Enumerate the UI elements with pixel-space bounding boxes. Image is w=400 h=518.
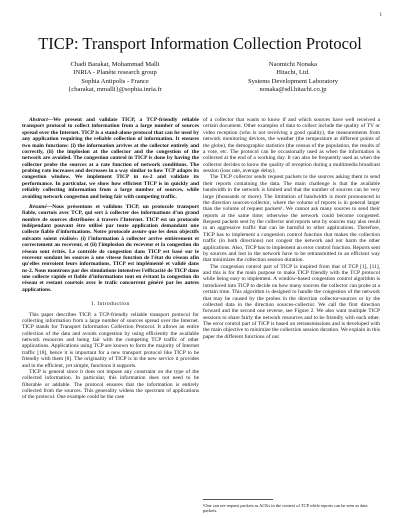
author-email: nonaka@sdl.hitachi.co.jp <box>259 85 327 93</box>
page-number: 1 <box>379 13 382 18</box>
abstract <box>22 117 199 200</box>
author-name: Naomichi Nonaka <box>268 61 318 68</box>
right-column <box>203 117 380 340</box>
abstract-label: Abstract <box>29 117 48 123</box>
section-heading: I. Introduction <box>91 301 130 308</box>
author-2 <box>218 61 368 94</box>
resume-label: Résumé <box>29 203 47 210</box>
author-affiliation: INRIA - Planète research group <box>73 69 157 77</box>
resume <box>22 204 199 293</box>
author-location: Systems Development Laboratory <box>247 77 339 85</box>
resume-text: —Nous présentons et validons TICP, un protocole transport fiable, courtois avec TCP, qui sert à collecter des informations d'un grand nombre de sources distribuées à travers l'Internet. TICP est un protocole indépendant pouvant être utilisé par toute application demandant une collecte fiable d'informations. Notre protocole assure que les deux objectifs suivants soient réalisés: (i) l'information à collecter arrive entièrement et correctement au receveur, et (ii) l'implosion du receveur et la congestion du réseau sont évités. Le contrôle de congestion dans TICP est basé sur le receveur sondant les sources à une vitesse fonction de l'état du réseau afin qu'elles renvoient leurs informations. TICP est implémenté et validé dans ns-2. Nous montrons par des simulations intensives l'efficacité de TICP dans une collecte rapide et fiable d'informations tout en évitant la congestion du réseau et restant courtois avec le trafic concurrent généré par les autres applications. <box>22 203 199 293</box>
intro-paragraph: This paper describes TICP, a TCP-friendly reliable transport protocol for collecting information from a large number of sources spread over the Internet. TICP stands for Transport Information Collection Protocol. It allows an entire collection of the data and avoids congestion by using efficiently the available network resources and being fair with the competing TCP traffic of other applications. Applications using TCP are known to form the majority of Internet traffic [18], hence it is important for a new transport protocol like TICP to be friendly with them [8]. The originality of TICP is in the new service it provides and in the efficient, yet simple, functions it supports. <box>22 311 199 369</box>
body-paragraph: of a collector that wants to know if and which sources have well received a certain document. Other examples of data to collect include the quality of TV or video reception (who is not receiving a good quality), the measurements from network monitoring devices, the weather (the temperature at different points of the globe), the demographic statistics (the census of the population, the results of a vote, etc. The protocol can be occasionally used as when the information is collected at the end of a working day. It can also be frequently used as when the collector decides to know the quality of reception during a multimedia broadcast session (loss rate, average delay). <box>203 117 380 174</box>
footnote: ¹One can see request packets as ACKs in the context of TCP while reports can be seen as data packets. <box>203 503 368 513</box>
paper-title: TICP: Transport Information Collection Protocol <box>38 34 362 53</box>
author-1 <box>40 61 190 94</box>
author-name: Chadi Barakat, Mohammad Malli <box>70 61 160 68</box>
author-email: {cbarakat, mmalli}@sophia.inria.fr <box>68 85 162 93</box>
body-paragraph: The congestion control part of TICP is inspired from that of TCP [1], [11], and this is for the main purpose to make TICP friendly with the TCP protocol while being easy to implement. A window-based congestion control algorithm is introduced into TICP to decide on how many sources the collector can probe at a certain time. This algorithm is designed to handle the congestion of the network that may be caused by the probes in the direction collector-sources or by the collected data in the direction sources-collector. We call the first direction forward and the second one reverse, see Figure 2. We also want multiple TICP sessions to share fairly the network resources and to be friendly with each other. The error control part of TICP is based on retransmissions and is developed with the main objective to minimize the collection session duration. We explain in this paper the different functions of our <box>203 263 380 340</box>
footnote-rule <box>203 499 273 500</box>
body-paragraph: The TICP collector sends request packets to the sources asking them to send their reports containing the data. The main challenge is that the available bandwidth in the network is limited and that the number of sources can be very large (thousands or more). The limitation of bandwidth is more pronounced in the direction sources-collector, where the volume of reports is in general larger than the volume of request packets¹. We cannot ask many sources to send their reports at the same time; otherwise the network could become congested. Request packets sent by the collector and reports sent by sources may also result in an aggressive traffic that can be harmful to other applications. Therefore, TICP has to implement a congestion control function that makes the collection traffic (in both directions) not congest the network and not harm the other applications. Also, TICP has to implement an error control function. Reports sent by sources and lost in the network have to be retransmitted in an efficient way that minimizes the collection session duration. <box>203 174 380 264</box>
intro-paragraph: TICP is general since it does not impose any constraint on the type of the collected information. In particular, this information does not need to be filterable or addable. The protocol ensures that the information is entirely collected from the sources. This generality widens the spectrum of applications of the protocol. One example could be the case <box>22 368 199 401</box>
abstract-text: —We present and validate TICP, a TCP-friendly reliable transport protocol to collect information from a large number of sources spread over the Internet. TICP is a stand-alone protocol that can be used by any application requiring the reliable collection of information. It ensures two main functions: (i) the information arrives at the collector entirely and correctly, (ii) the implosion at the collector and the congestion of the network are avoided. The congestion control in TICP is done by having the collector probe the sources at a rate function of network conditions. The probing rate increases and decreases in a way similar to how TCP adapts its congestion window. We implement TICP in ns-2 and validate its performance. In particular, we show how efficient TICP is in quickly and reliably collecting information from a large number of sources, while avoiding network congestion and being fair with competing traffic. <box>22 117 199 200</box>
left-column <box>22 117 199 401</box>
author-affiliation: Hitachi, Ltd. <box>276 69 310 77</box>
author-location: Sophia Antipolis - France <box>81 77 149 85</box>
